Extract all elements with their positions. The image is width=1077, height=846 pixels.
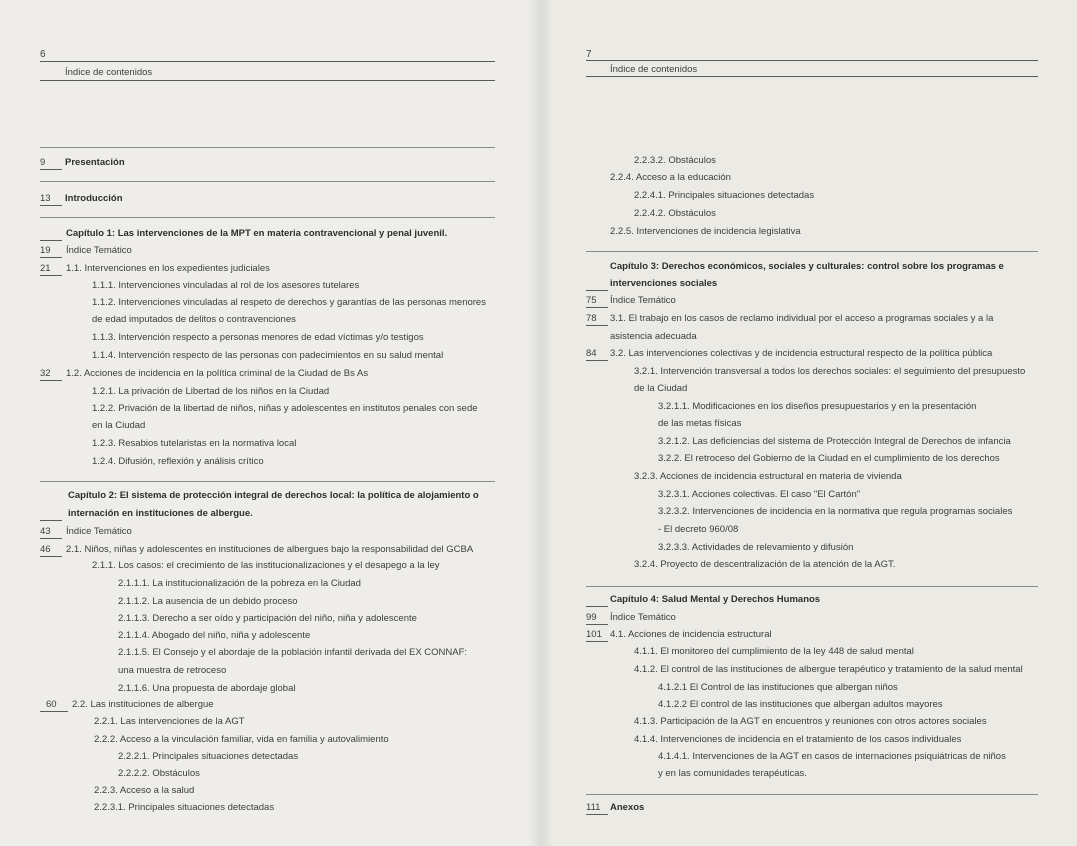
toc-entry-continued: de edad imputados de delitos o contravenciones (92, 314, 296, 325)
toc-entry[interactable]: 2.2.3. Acceso a la salud (94, 785, 195, 796)
toc-entry[interactable]: 1.1.3. Intervención respecto a personas menores de edad víctimas y/o testigos (92, 332, 424, 343)
page-underline (586, 360, 608, 361)
toc-entry[interactable]: 4.1.2. El control de las instituciones de albergue terapéutico y tratamiento de la salud mental (634, 664, 1023, 675)
toc-entry-continued: de las metas físicas (658, 418, 742, 429)
toc-page: 21 (40, 263, 51, 274)
toc-entry[interactable]: 2.1. Niños, niñas y adolescentes en instituciones de albergues bajo la responsabilidad del GCBA (66, 544, 474, 555)
toc-entry[interactable]: 2.1.1.6. Una propuesta de abordaje global (118, 683, 296, 694)
toc-entry[interactable]: 2.1.1.2. La ausencia de un debido proceso (118, 596, 298, 607)
toc-entry[interactable]: 1.2. Acciones de incidencia en la política criminal de la Ciudad de Bs As (66, 368, 369, 379)
chapter-2-title-continued[interactable]: internación en instituciones de albergue. (68, 508, 253, 519)
toc-entry-indice-tematico[interactable]: Índice Temático (66, 526, 132, 537)
toc-entry-continued: en la Ciudad (92, 420, 146, 431)
toc-entry[interactable]: 3.2.1. Intervención transversal a todos los derechos sociales: el seguimiento del presupuesto (634, 366, 1026, 377)
toc-entry[interactable]: 1.1.2. Intervenciones vinculadas al respeto de derechos y garantías de las personas menores (92, 297, 486, 308)
toc-entry[interactable]: 1.2.2. Privación de la libertad de niños, niñas y adolescentes en institutos penales con sede (92, 403, 478, 414)
toc-page: 78 (586, 313, 597, 324)
toc-entry-anexos[interactable]: Anexos (610, 802, 645, 813)
toc-entry-indice-tematico[interactable]: Índice Temático (610, 295, 676, 306)
toc-entry[interactable]: 2.2. Las instituciones de albergue (72, 699, 214, 710)
toc-entry-continued: una muestra de retroceso (118, 665, 227, 676)
toc-entry[interactable]: 3.2.1.2. Las deficiencias del sistema de Protección Integral de Derechos de infancia (658, 436, 1011, 447)
section-rule (40, 481, 495, 482)
toc-entry[interactable]: 2.2.2.2. Obstáculos (118, 768, 200, 779)
section-rule (40, 217, 495, 218)
toc-entry[interactable]: 2.2.2.1. Principales situaciones detectadas (118, 751, 299, 762)
chapter-4-title[interactable]: Capítulo 4: Salud Mental y Derechos Humanos (610, 594, 821, 605)
toc-entry[interactable]: 3.2.3. Acciones de incidencia estructural en materia de vivienda (634, 471, 902, 482)
page-number: 7 (586, 49, 592, 60)
toc-entry-continued: - El decreto 960/08 (658, 524, 739, 535)
toc-entry[interactable]: 2.1.1.1. La institucionalización de la pobreza en la Ciudad (118, 578, 361, 589)
toc-entry-presentacion[interactable]: Presentación (65, 157, 125, 168)
toc-entry[interactable]: 3.2. Las intervenciones colectivas y de incidencia estructural respecto de la política pública (610, 348, 993, 359)
toc-entry[interactable]: 2.2.4.2. Obstáculos (634, 208, 716, 219)
page-underline (40, 257, 62, 258)
toc-entry[interactable]: 1.1.4. Intervención respecto de las personas con padecimientos en su salud mental (92, 350, 444, 361)
toc-entry[interactable]: 4.1.1. El monitoreo del cumplimiento de la ley 448 de salud mental (634, 646, 914, 657)
toc-entry[interactable]: 3.2.3.2. Intervenciones de incidencia en la normativa que regula programas sociales (658, 506, 1013, 517)
chapter-3-title-continued[interactable]: intervenciones sociales (610, 278, 718, 289)
section-rule (586, 794, 1038, 795)
toc-entry-introduccion[interactable]: Introducción (65, 193, 123, 204)
toc-page-introduccion: 13 (40, 193, 51, 204)
toc-page: 111 (586, 802, 601, 813)
section-rule (40, 147, 495, 148)
running-header: Índice de contenidos (610, 64, 698, 75)
book-gutter (528, 0, 552, 846)
toc-entry[interactable]: 3.2.1.1. Modificaciones en los diseños presupuestarios y en la presentación (658, 401, 977, 412)
page-underline (40, 538, 62, 539)
toc-entry[interactable]: 4.1.2.1 El Control de las instituciones que albergan niños (658, 682, 898, 693)
toc-entry[interactable]: 4.1.4.1. Intervenciones de la AGT en casos de internaciones psiquiátricas de niños (658, 751, 1006, 762)
toc-entry[interactable]: 3.2.3.1. Acciones colectivas. El caso "El Cartón" (658, 489, 861, 500)
toc-entry[interactable]: 4.1.2.2 El control de las instituciones que albergan adultos mayores (658, 699, 943, 710)
toc-entry[interactable]: 1.2.4. Difusión, reflexión y análisis crítico (92, 456, 264, 467)
header-rule (586, 60, 1038, 61)
toc-entry[interactable]: 2.2.4. Acceso a la educación (610, 172, 731, 183)
chapter-3-title[interactable]: Capítulo 3: Derechos económicos, sociales y culturales: control sobre los programas e (610, 261, 1004, 272)
toc-entry[interactable]: 3.1. El trabajo en los casos de reclamo individual por el acceso a programas sociales y a la (610, 313, 994, 324)
page-underline (586, 641, 608, 642)
page-underline (586, 325, 608, 326)
running-header: Índice de contenidos (65, 67, 153, 78)
toc-entry[interactable]: 2.2.4.1. Principales situaciones detectadas (634, 190, 815, 201)
right-page (540, 0, 1077, 846)
page-underline (40, 520, 62, 521)
page-underline (586, 290, 608, 291)
chapter-2-title[interactable]: Capítulo 2: El sistema de protección integral de derechos local: la política de alojamiento o (68, 490, 479, 501)
toc-entry[interactable]: 4.1.4. Intervenciones de incidencia en el tratamiento de los casos individuales (634, 734, 962, 745)
toc-page: 84 (586, 348, 597, 359)
page-number: 6 (40, 49, 46, 60)
toc-entry[interactable]: 2.1.1.3. Derecho a ser oído y participación del niño, niña y adolescente (118, 613, 417, 624)
page-underline (40, 380, 62, 381)
toc-entry[interactable]: 2.1.1. Los casos: el crecimiento de las institucionalizaciones y el desapego a la ley (92, 560, 440, 571)
page-underline (40, 556, 62, 557)
toc-page: 75 (586, 295, 597, 306)
toc-entry[interactable]: 2.2.5. Intervenciones de incidencia legislativa (610, 226, 801, 237)
toc-entry[interactable]: 4.1. Acciones de incidencia estructural (610, 629, 772, 640)
page-underline (586, 814, 608, 815)
toc-entry[interactable]: 1.1. Intervenciones en los expedientes judiciales (66, 263, 270, 274)
section-rule (586, 251, 1038, 252)
toc-entry[interactable]: 4.1.3. Participación de la AGT en encuentros y reuniones con otros actores sociales (634, 716, 987, 727)
toc-entry[interactable]: 2.1.1.5. El Consejo y el abordaje de la población infantil derivada del EX CONNAF: (118, 647, 468, 658)
toc-entry[interactable]: 1.2.3. Resabios tutelaristas en la normativa local (92, 438, 297, 449)
toc-page: 43 (40, 526, 51, 537)
page-underline (40, 205, 62, 206)
header-rule (586, 76, 1038, 77)
header-rule (40, 80, 495, 81)
toc-entry[interactable]: 1.2.1. La privación de Libertad de los niños en la Ciudad (92, 386, 330, 397)
toc-entry-continued: asistencia adecuada (610, 331, 697, 342)
page-underline (586, 624, 608, 625)
toc-page: 60 (46, 699, 57, 710)
toc-page-presentacion: 9 (40, 157, 46, 168)
toc-entry[interactable]: 2.1.1.4. Abogado del niño, niña y adolescente (118, 630, 311, 641)
toc-entry[interactable]: 2.2.1. Las intervenciones de la AGT (94, 716, 245, 727)
page-underline (40, 275, 62, 276)
toc-entry[interactable]: 2.2.3.2. Obstáculos (634, 155, 716, 166)
toc-page: 46 (40, 544, 51, 555)
toc-entry[interactable]: 2.2.2. Acceso a la vinculación familiar, vida en familia y autovalimiento (94, 734, 389, 745)
page-underline (40, 169, 62, 170)
chapter-1-title[interactable]: Capítulo 1: Las intervenciones de la MPT en materia contravencional y penal juvenil. (66, 228, 448, 239)
page-underline (40, 711, 68, 712)
toc-entry-continued: de la Ciudad (634, 383, 688, 394)
page-underline (586, 307, 608, 308)
toc-page: 101 (586, 629, 602, 640)
toc-entry-indice-tematico[interactable]: Índice Temático (66, 245, 132, 256)
toc-page: 19 (40, 245, 51, 256)
section-rule (40, 181, 495, 182)
toc-entry[interactable]: 3.2.4. Proyecto de descentralización de la atención de la AGT. (634, 559, 896, 570)
toc-entry[interactable]: 2.2.3.1. Principales situaciones detectadas (94, 802, 275, 813)
toc-entry[interactable]: 3.2.3.3. Actividades de relevamiento y difusión (658, 542, 854, 553)
toc-entry-indice-tematico[interactable]: Índice Temático (610, 612, 676, 623)
page-underline (40, 240, 62, 241)
header-rule (40, 61, 495, 62)
toc-page: 32 (40, 368, 51, 379)
section-rule (586, 586, 1038, 587)
toc-entry[interactable]: 1.1.1. Intervenciones vinculadas al rol de los asesores tutelares (92, 280, 360, 291)
toc-entry[interactable]: 3.2.2. El retroceso del Gobierno de la Ciudad en el cumplimiento de los derechos (658, 453, 1000, 464)
toc-page: 99 (586, 612, 597, 623)
page-underline (586, 606, 608, 607)
toc-entry-continued: y en las comunidades terapéuticas. (658, 768, 807, 779)
